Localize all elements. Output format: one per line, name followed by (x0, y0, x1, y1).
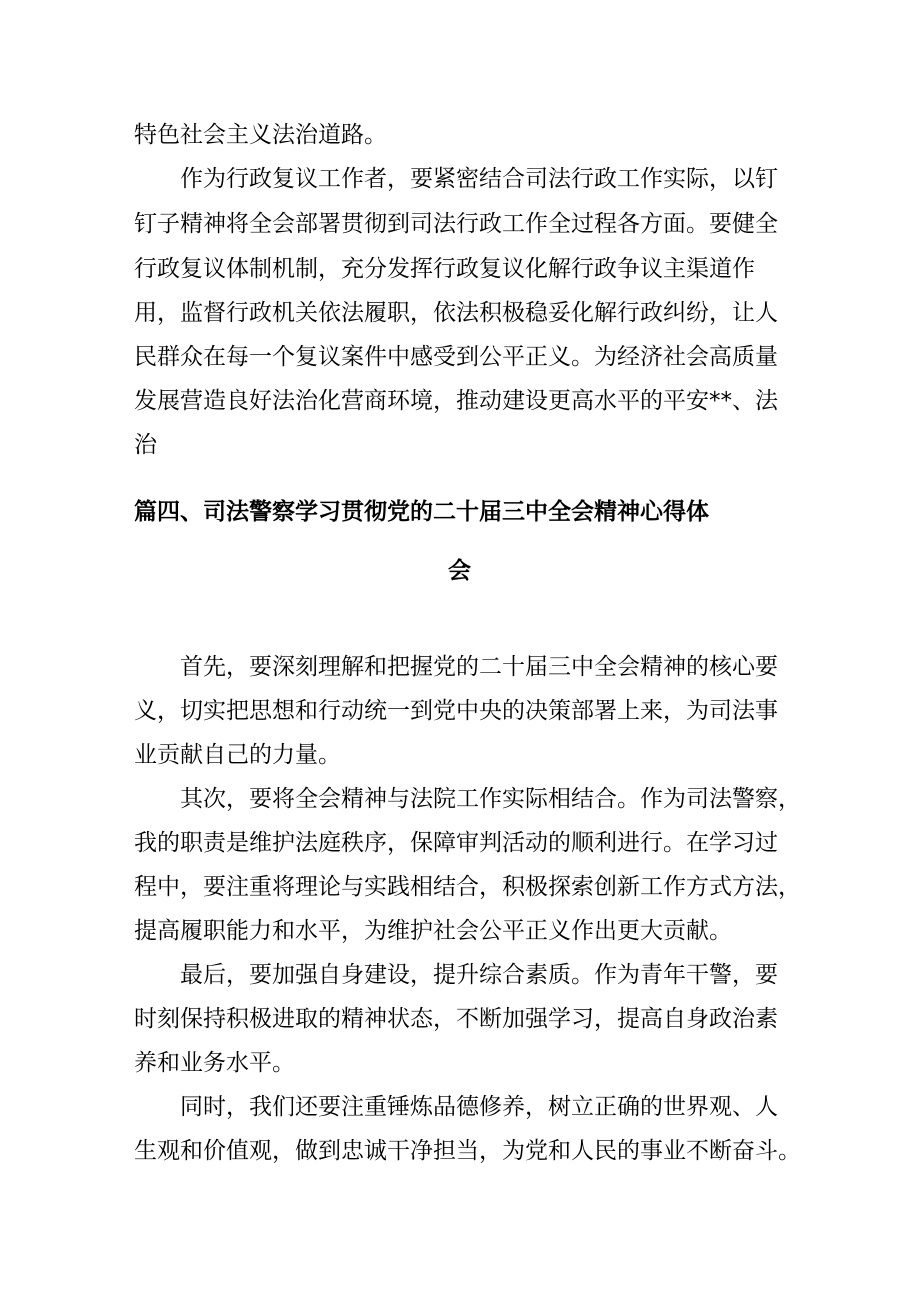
paragraph-line: 最后，要加强自身建设，提升综合素质。作为青年干警，要 (180, 962, 778, 988)
paragraph-line: 义，切实把思想和行动统一到党中央的决策部署上来，为司法事 (134, 698, 778, 724)
paragraph-line: 作为行政复议工作者，要紧密结合司法行政工作实际，以钉 (180, 166, 778, 192)
paragraph-line: 程中，要注重将理论与实践相结合，积极探索创新工作方式方法， (134, 874, 801, 900)
paragraph-line: 其次，要将全会精神与法院工作实际相结合。作为司法警察， (180, 786, 801, 812)
paragraph-line: 养和业务水平。 (134, 1050, 295, 1076)
section-heading: 篇四、司法警察学习贯彻党的二十届三中全会精神心得体 (134, 499, 709, 525)
paragraph-line: 用，监督行政机关依法履职，依法积极稳妥化解行政纠纷，让人 (134, 300, 778, 326)
paragraph-line: 首先，要深刻理解和把握党的二十届三中全会精神的核心要 (180, 654, 778, 680)
paragraph-line: 时刻保持积极进取的精神状态，不断加强学习，提高自身政治素 (134, 1006, 778, 1032)
paragraph-line: 提高履职能力和水平，为维护社会公平正义作出更大贡献。 (134, 918, 732, 944)
paragraph-line: 钉子精神将全会部署贯彻到司法行政工作全过程各方面。要健全 (134, 211, 778, 237)
section-heading-continued: 会 (448, 558, 471, 584)
paragraph-line: 发展营造良好法治化营商环境，推动建设更高水平的平安**、法 (134, 388, 778, 414)
paragraph-line: 行政复议体制机制，充分发挥行政复议化解行政争议主渠道作 (134, 256, 755, 282)
paragraph-line: 业贡献自己的力量。 (134, 742, 341, 768)
paragraph-line: 民群众在每一个复议案件中感受到公平正义。为经济社会高质量 (134, 344, 778, 370)
paragraph-line: 特色社会主义法治道路。 (134, 122, 387, 148)
paragraph-line: 我的职责是维护法庭秩序，保障审判活动的顺利进行。在学习过 (134, 830, 778, 856)
paragraph-line: 同时，我们还要注重锤炼品德修养，树立正确的世界观、人 (180, 1094, 778, 1120)
paragraph-line: 治 (134, 432, 157, 458)
paragraph-line: 生观和价值观，做到忠诚干净担当，为党和人民的事业不断奋斗。 (134, 1138, 801, 1164)
